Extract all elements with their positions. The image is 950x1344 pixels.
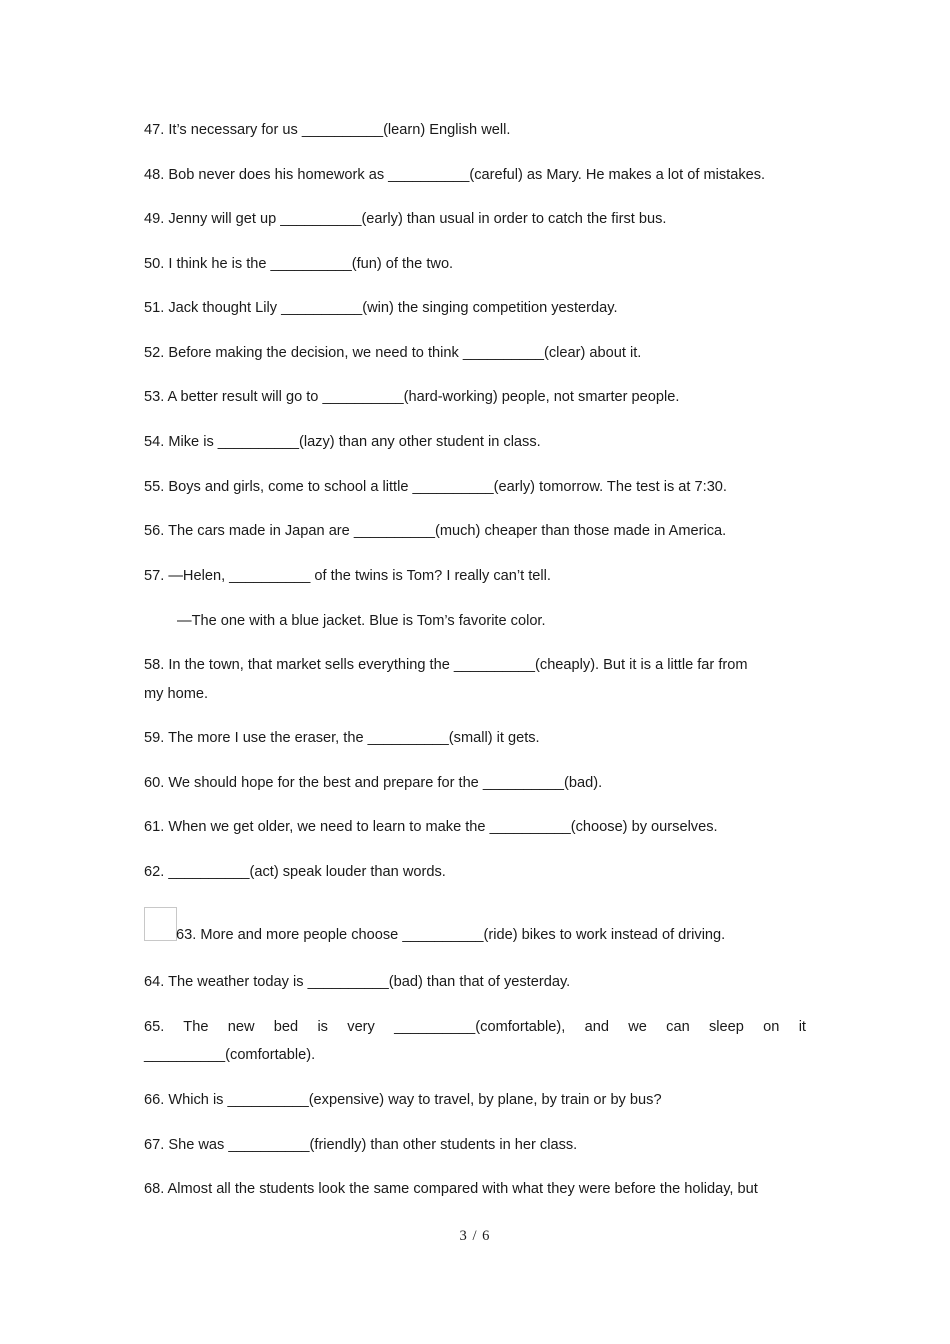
question-50: 50. I think he is the __________(fun) of the two.	[144, 256, 454, 272]
question-58-continued: my home.	[144, 686, 209, 702]
question-65-continued: __________(comfortable).	[144, 1047, 316, 1063]
question-68: 68. Almost all the students look the same compared with what they were before the holiday, but	[144, 1181, 758, 1197]
question-53: 53. A better result will go to __________(hard-working) people, not smarter people.	[144, 389, 680, 405]
page-number: 3 / 6	[459, 1228, 491, 1244]
question-58: 58. In the town, that market sells everything the __________(cheaply). But it is a little far from	[144, 657, 748, 673]
question-55: 55. Boys and girls, come to school a little __________(early) tomorrow. The test is at 7:30.	[144, 479, 727, 495]
question-65: 65. The new bed is very __________(comfortable), and we can sleep on it	[144, 1019, 806, 1035]
question-60: 60. We should hope for the best and prepare for the __________(bad).	[144, 775, 603, 791]
question-66: 66. Which is __________(expensive) way to travel, by plane, by train or by bus?	[144, 1092, 662, 1108]
question-57: 57. —Helen, __________ of the twins is Tom? I really can’t tell.	[144, 568, 551, 584]
empty-checkbox-frame	[144, 907, 177, 941]
question-52: 52. Before making the decision, we need to think __________(clear) about it.	[144, 345, 642, 361]
question-67: 67. She was __________(friendly) than other students in her class.	[144, 1137, 578, 1153]
question-57-reply: —The one with a blue jacket. Blue is Tom’s favorite color.	[177, 613, 546, 629]
question-56: 56. The cars made in Japan are __________(much) cheaper than those made in America.	[144, 523, 727, 539]
question-64: 64. The weather today is __________(bad) than that of yesterday.	[144, 974, 571, 990]
question-59: 59. The more I use the eraser, the __________(small) it gets.	[144, 730, 540, 746]
question-63: 63. More and more people choose __________(ride) bikes to work instead of driving.	[176, 927, 726, 943]
question-62: 62. __________(act) speak louder than words.	[144, 864, 446, 880]
question-54: 54. Mike is __________(lazy) than any other student in class.	[144, 434, 541, 450]
question-51: 51. Jack thought Lily __________(win) the singing competition yesterday.	[144, 300, 618, 316]
question-47: 47. It’s necessary for us __________(learn) English well.	[144, 122, 511, 138]
question-61: 61. When we get older, we need to learn to make the __________(choose) by ourselves.	[144, 819, 718, 835]
question-48: 48. Bob never does his homework as __________(careful) as Mary. He makes a lot of mistakes.	[144, 167, 766, 183]
question-49: 49. Jenny will get up __________(early) than usual in order to catch the first bus.	[144, 211, 667, 227]
